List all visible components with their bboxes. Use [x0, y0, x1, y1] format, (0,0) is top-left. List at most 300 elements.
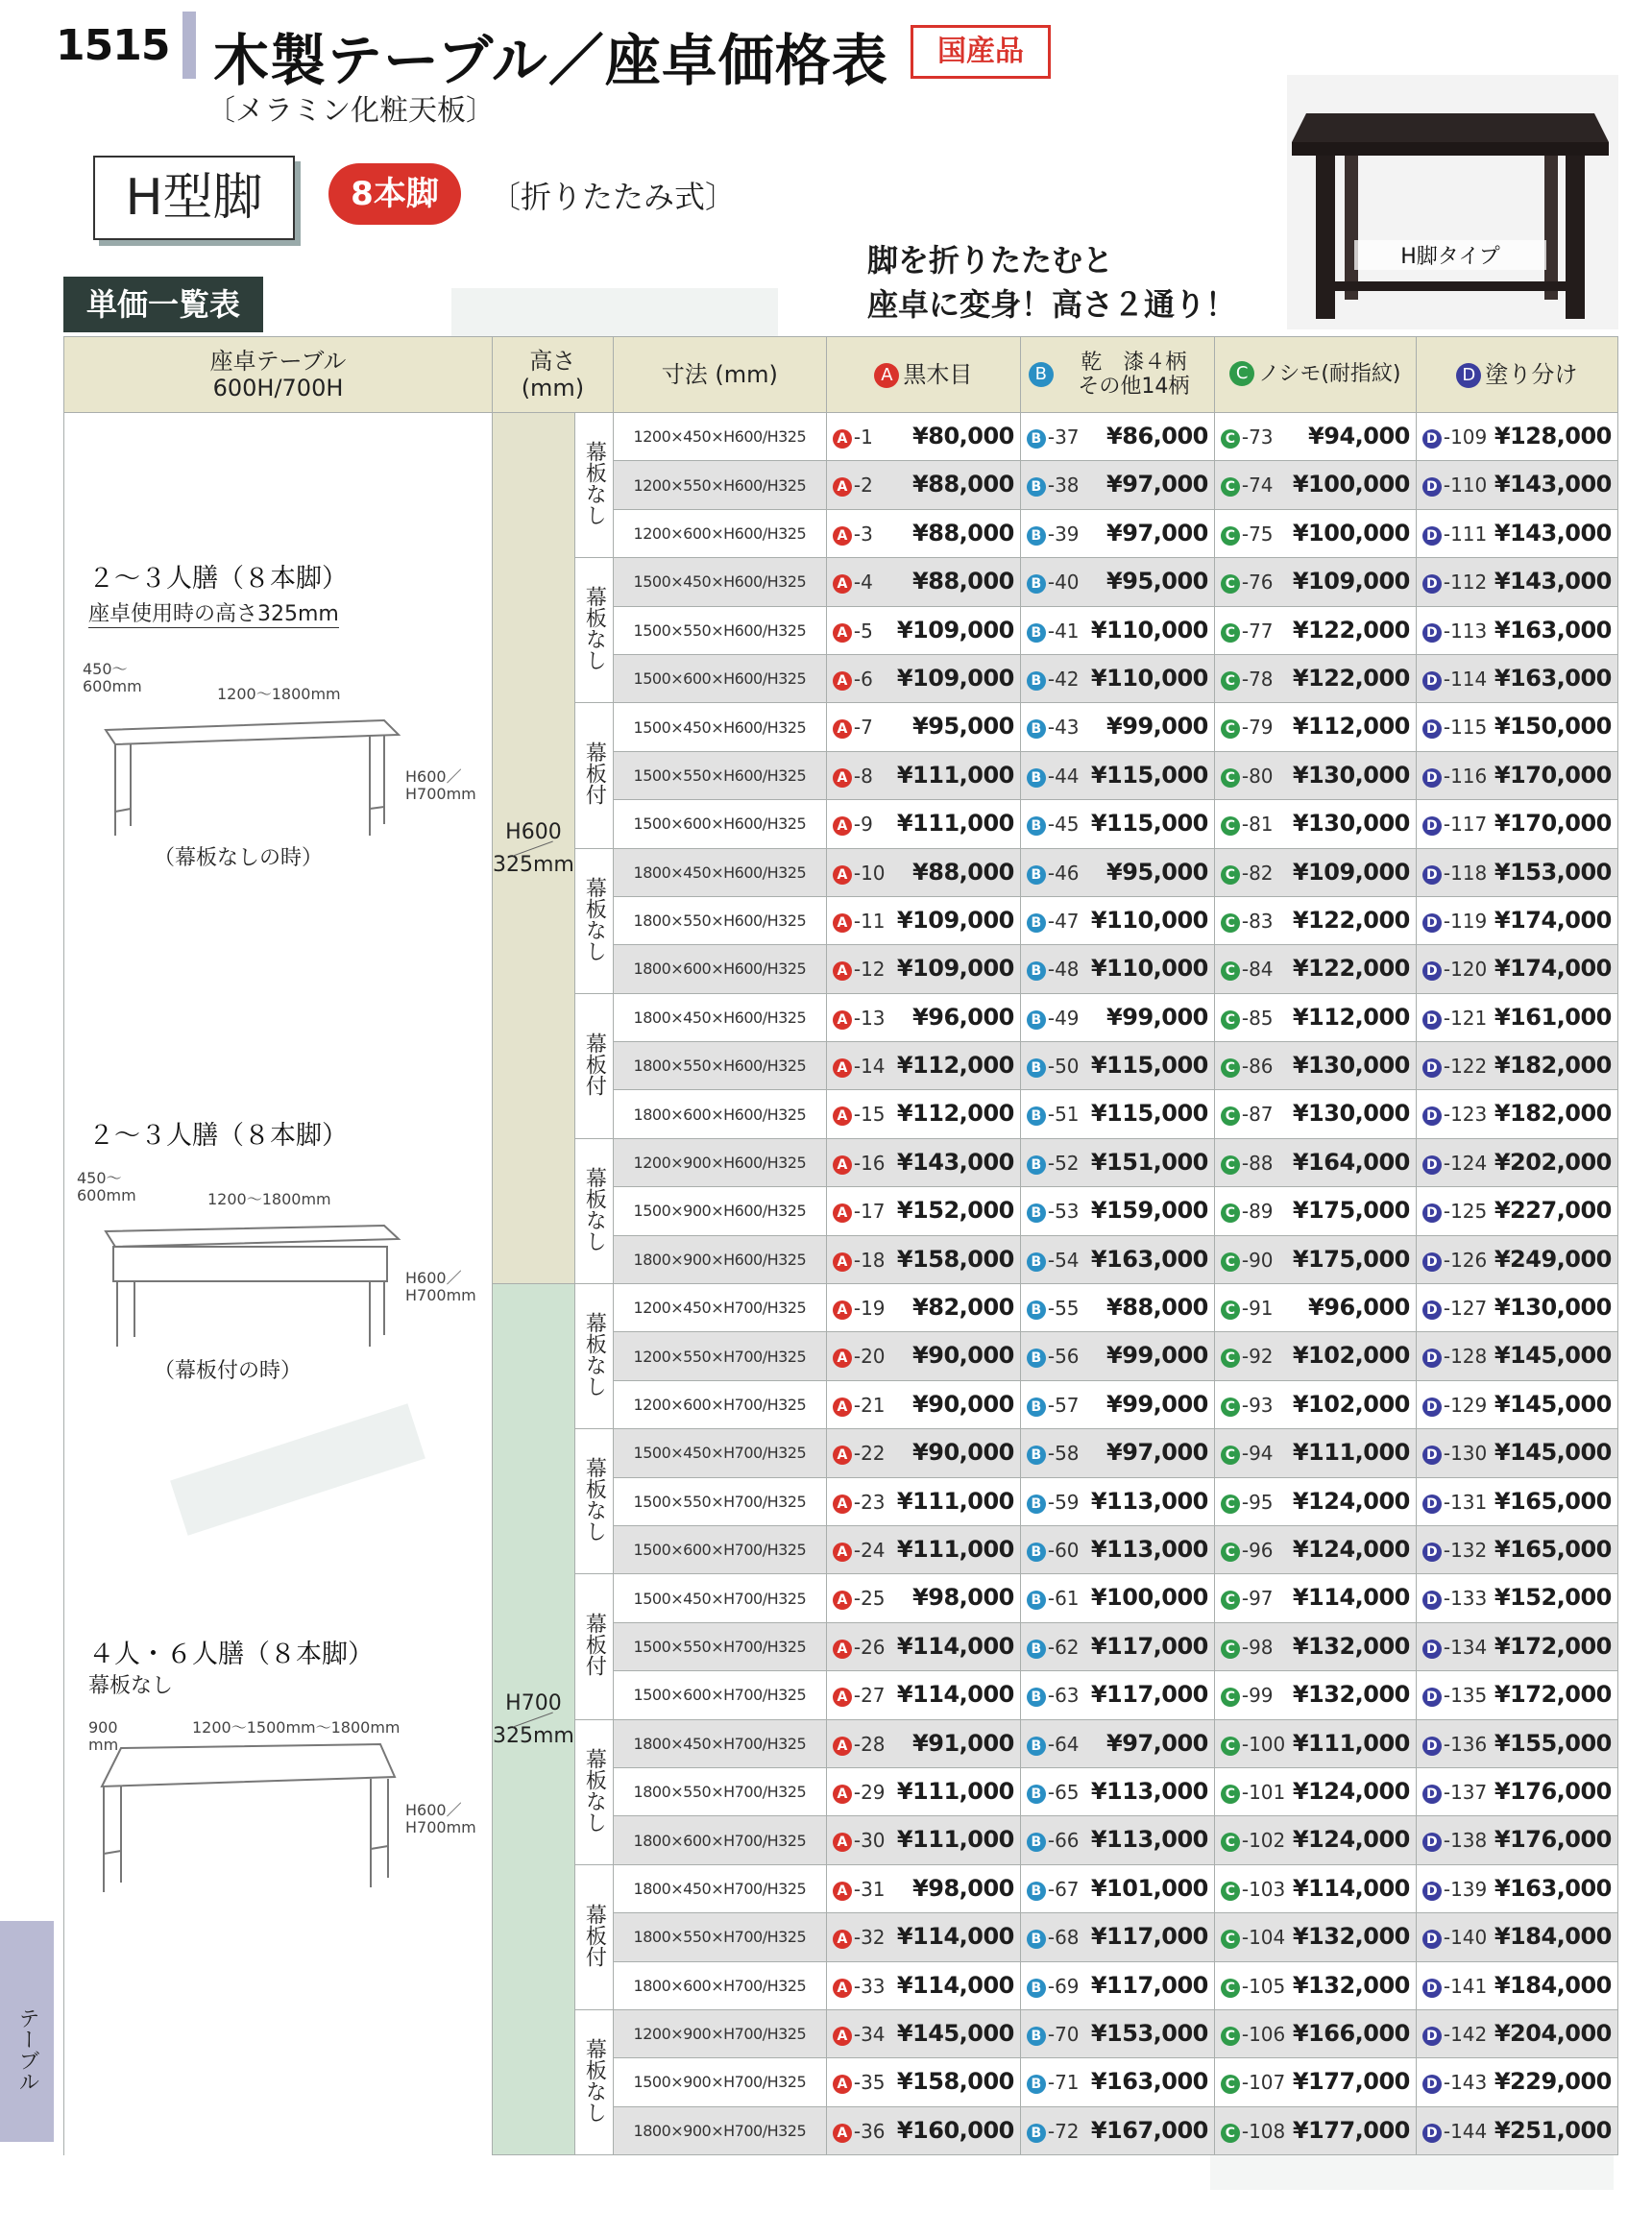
price-value: ¥143,000 — [1494, 471, 1612, 498]
panel-type-cell — [574, 2009, 613, 2154]
price-value: ¥113,000 — [1090, 1777, 1208, 1805]
product-code: D -138 — [1422, 1829, 1487, 1852]
price-value: ¥115,000 — [1090, 810, 1208, 838]
product-code: C -104 — [1221, 1926, 1285, 1949]
description-subtitle: 座卓使用時の高さ325mm — [88, 597, 339, 628]
dimension-text: H600／ — [405, 1801, 462, 1819]
price-cell-b — [1020, 896, 1214, 944]
code-number: 124 — [1450, 1151, 1488, 1175]
price-cell-c — [1214, 1574, 1416, 1622]
code-number: 82 — [1249, 861, 1274, 885]
price-cell-b — [1020, 1622, 1214, 1670]
b-mark-icon: B — [1027, 2027, 1046, 2046]
product-code: D -113 — [1422, 620, 1487, 643]
product-code: A -31 — [833, 1878, 886, 1901]
price-value: ¥182,000 — [1494, 1100, 1612, 1128]
code-number: 35 — [861, 2071, 886, 2095]
product-code: D -142 — [1422, 2023, 1487, 2046]
code-number: 14 — [861, 1055, 886, 1079]
code-number: 53 — [1055, 1200, 1080, 1224]
header-b-label2: その他14柄 — [1078, 375, 1190, 399]
product-code: B -72 — [1027, 2120, 1080, 2143]
price-cell-a — [826, 1235, 1020, 1283]
price-value: ¥111,000 — [896, 1826, 1014, 1854]
price-value: ¥96,000 — [912, 1003, 1014, 1031]
price-cell-b — [1020, 461, 1214, 509]
folding-note: 〔折りたたみ式〕 — [490, 179, 737, 215]
b-mark-icon: B — [1027, 1930, 1046, 1949]
b-mark-icon: B — [1027, 623, 1046, 643]
price-cell-c — [1214, 1816, 1416, 1864]
b-mark-icon: B — [1027, 719, 1046, 739]
c-mark-icon: C — [1221, 1446, 1240, 1465]
product-code: C -80 — [1221, 765, 1274, 788]
product-code: A -32 — [833, 1926, 886, 1949]
d-mark-icon: D — [1422, 1785, 1442, 1804]
product-code: B -53 — [1027, 1200, 1080, 1223]
code-number: 57 — [1055, 1393, 1080, 1417]
product-code: A -19 — [833, 1297, 886, 1320]
code-number: 85 — [1249, 1006, 1274, 1030]
a-mark-icon: A — [833, 1882, 852, 1901]
b-mark-icon: B — [1027, 1349, 1046, 1368]
price-cell-c — [1214, 2058, 1416, 2106]
size-cell: 1800×550×H600/H325 — [613, 1042, 826, 1090]
product-code: B -44 — [1027, 765, 1080, 788]
product-code: A -27 — [833, 1684, 886, 1707]
price-cell-c — [1214, 1332, 1416, 1380]
price-value: ¥99,000 — [1106, 1342, 1208, 1370]
code-number: 30 — [861, 1829, 886, 1853]
height-h700-cell — [493, 1284, 575, 2155]
product-code: C -96 — [1221, 1539, 1274, 1562]
c-mark-icon: C — [1221, 1058, 1240, 1078]
product-code: D -144 — [1422, 2120, 1487, 2143]
price-value: ¥80,000 — [912, 423, 1014, 450]
price-cell-a — [826, 1671, 1020, 1719]
price-value: ¥145,000 — [896, 2019, 1014, 2047]
dimension-text: H700mm — [405, 785, 476, 803]
price-value: ¥88,000 — [912, 519, 1014, 547]
code-number: 119 — [1450, 909, 1488, 933]
dimension-text: 900 — [88, 1718, 118, 1737]
price-value: ¥97,000 — [1106, 1439, 1208, 1467]
product-code: B -47 — [1027, 910, 1080, 933]
price-value: ¥202,000 — [1494, 1148, 1612, 1176]
code-number: 39 — [1055, 522, 1080, 546]
price-value: ¥99,000 — [1106, 1390, 1208, 1418]
product-code: A -6 — [833, 668, 873, 691]
product-code: D -128 — [1422, 1345, 1487, 1368]
slogan-line: 脚を折りたたむと — [867, 242, 1114, 279]
dimension-depth — [83, 661, 142, 695]
price-cell-b — [1020, 1042, 1214, 1090]
product-code: C -75 — [1221, 523, 1274, 546]
product-code: D -132 — [1422, 1539, 1487, 1562]
code-number: 114 — [1450, 667, 1488, 691]
price-value: ¥170,000 — [1494, 810, 1612, 838]
panel-type-label: 幕板なし — [582, 2037, 607, 2123]
code-number: 138 — [1450, 1829, 1488, 1853]
code-number: 43 — [1055, 716, 1080, 740]
price-cell-d — [1416, 993, 1617, 1041]
description-title: ４人・６人膳（８本脚） — [88, 1640, 374, 1669]
c-mark-icon: C — [1221, 1737, 1240, 1756]
code-number: 58 — [1055, 1442, 1080, 1466]
product-code: A -25 — [833, 1587, 886, 1610]
slogan-line: 座卓に変身！高さ２通り！ — [867, 286, 1237, 323]
code-number: 49 — [1055, 1006, 1080, 1030]
c-mark-icon: C — [1221, 1979, 1240, 1998]
d-mark-icon: D — [1422, 2075, 1442, 2094]
b-mark-icon: B — [1027, 1058, 1046, 1078]
d-mark-icon: D — [1422, 1203, 1442, 1223]
product-code: A -1 — [833, 425, 873, 449]
panel-type-label: 幕板なし — [582, 586, 607, 671]
price-cell-b — [1020, 1332, 1214, 1380]
price-cell-d — [1416, 654, 1617, 702]
size-cell: 1500×550×H700/H325 — [613, 1477, 826, 1525]
header-col-d — [1416, 337, 1617, 413]
dimension-text: 450～ — [83, 660, 128, 678]
code-number: 23 — [861, 1490, 886, 1514]
price-value: ¥122,000 — [1292, 664, 1410, 692]
price-value: ¥227,000 — [1494, 1197, 1612, 1225]
b-mark-icon: B — [1027, 1591, 1046, 1610]
b-mark-icon: B — [1027, 1203, 1046, 1223]
a-mark-icon: A — [833, 526, 852, 546]
code-number: 141 — [1450, 1974, 1488, 1998]
c-mark-icon: C — [1221, 429, 1240, 449]
code-number: 5 — [861, 619, 873, 643]
size-cell: 1200×600×H600/H325 — [613, 509, 826, 557]
code-number: 63 — [1055, 1684, 1080, 1708]
price-value: ¥184,000 — [1494, 1971, 1612, 1999]
product-code: A -13 — [833, 1007, 886, 1030]
product-code: C -78 — [1221, 668, 1274, 691]
a-mark-icon: A — [833, 1300, 852, 1320]
product-code: C -74 — [1221, 474, 1274, 497]
product-code: D -119 — [1422, 910, 1487, 933]
price-value: ¥88,000 — [912, 858, 1014, 886]
code-number: 88 — [1249, 1151, 1274, 1175]
product-code: D -120 — [1422, 958, 1487, 981]
price-cell-c — [1214, 1671, 1416, 1719]
code-number: 34 — [861, 2022, 886, 2046]
product-code: A -22 — [833, 1442, 886, 1465]
panel-type-cell — [574, 1284, 613, 1429]
c-mark-icon: C — [1221, 1882, 1240, 1901]
c-mark-icon: C — [1221, 671, 1240, 691]
price-value: ¥102,000 — [1292, 1342, 1410, 1370]
product-code: B -39 — [1027, 523, 1080, 546]
a-mark-icon: A — [833, 574, 852, 594]
d-mark-icon: D — [1422, 1640, 1442, 1659]
d-mark-icon: D — [1422, 1398, 1442, 1417]
a-mark-icon: A — [833, 1737, 852, 1756]
code-number: 133 — [1450, 1587, 1488, 1611]
price-cell-c — [1214, 1719, 1416, 1767]
product-code: B -54 — [1027, 1249, 1080, 1272]
code-number: 128 — [1450, 1345, 1488, 1369]
price-cell-c — [1214, 606, 1416, 654]
c-mark-icon: C — [1221, 961, 1240, 981]
b-mark-icon: B — [1027, 1640, 1046, 1659]
price-cell-c — [1214, 1525, 1416, 1573]
price-cell-b — [1020, 703, 1214, 751]
price-cell-a — [826, 1574, 1020, 1622]
price-cell-c — [1214, 896, 1416, 944]
price-value: ¥172,000 — [1494, 1632, 1612, 1660]
price-cell-b — [1020, 654, 1214, 702]
product-code: A -14 — [833, 1055, 886, 1078]
product-code: B -46 — [1027, 862, 1080, 885]
c-mark-icon: C — [1221, 1640, 1240, 1659]
code-number: 56 — [1055, 1345, 1080, 1369]
price-value: ¥111,000 — [896, 1777, 1014, 1805]
price-value: ¥111,000 — [896, 810, 1014, 838]
panel-type-label: 幕板付 — [582, 741, 607, 806]
price-cell-d — [1416, 800, 1617, 848]
price-value: ¥90,000 — [912, 1439, 1014, 1467]
price-cell-c — [1214, 1235, 1416, 1283]
code-number: 121 — [1450, 1006, 1488, 1030]
price-cell-a — [826, 1864, 1020, 1912]
price-value: ¥145,000 — [1494, 1390, 1612, 1418]
product-code: B -62 — [1027, 1636, 1080, 1659]
price-value: ¥159,000 — [1090, 1197, 1208, 1225]
size-cell: 1500×900×H700/H325 — [613, 2058, 826, 2106]
c-mark-icon: C — [1221, 1930, 1240, 1949]
code-number: 11 — [861, 909, 886, 933]
price-value: ¥100,000 — [1292, 471, 1410, 498]
product-code: A -35 — [833, 2071, 886, 2094]
price-value: ¥177,000 — [1292, 2068, 1410, 2096]
price-cell-d — [1416, 1961, 1617, 2009]
price-cell-d — [1416, 1622, 1617, 1670]
price-value: ¥124,000 — [1292, 1535, 1410, 1563]
dimension-height — [405, 1270, 476, 1304]
code-number: 142 — [1450, 2022, 1488, 2046]
price-value: ¥109,000 — [896, 906, 1014, 934]
product-code: A -26 — [833, 1636, 886, 1659]
price-cell-b — [1020, 2058, 1214, 2106]
price-cell-a — [826, 1429, 1020, 1477]
header-col-c — [1214, 337, 1416, 413]
code-number: 10 — [861, 861, 886, 885]
product-code: B -56 — [1027, 1345, 1080, 1368]
price-value: ¥158,000 — [896, 2068, 1014, 2096]
price-cell-a — [826, 2009, 1020, 2057]
size-cell: 1200×900×H700/H325 — [613, 2009, 826, 2057]
size-cell: 1500×600×H600/H325 — [613, 654, 826, 702]
price-value: ¥165,000 — [1494, 1535, 1612, 1563]
price-cell-c — [1214, 1429, 1416, 1477]
price-value: ¥172,000 — [1494, 1681, 1612, 1709]
c-mark-icon: C — [1221, 1543, 1240, 1562]
price-cell-c — [1214, 945, 1416, 993]
price-value: ¥164,000 — [1292, 1148, 1410, 1176]
c-mark-icon: C — [1221, 719, 1240, 739]
d-mark-icon: D — [1422, 1155, 1442, 1175]
panel-type-label: 幕板なし — [582, 1457, 607, 1543]
code-number: 86 — [1249, 1055, 1274, 1079]
product-code: A -29 — [833, 1781, 886, 1804]
page-title: 木製テーブル／座卓価格表 — [213, 28, 888, 93]
a-mark-icon: A — [833, 1252, 852, 1272]
b-mark-icon: B — [1027, 477, 1046, 497]
a-mark-icon: A — [833, 1398, 852, 1417]
product-code: D -143 — [1422, 2071, 1487, 2094]
page-subtitle: 〔メラミン化粧天板〕 — [206, 94, 495, 128]
code-number: 84 — [1249, 958, 1274, 982]
b-mark-icon: B — [1027, 961, 1046, 981]
dimension-depth — [77, 1170, 136, 1204]
size-cell: 1500×550×H600/H325 — [613, 606, 826, 654]
diagram-note: （幕板なしの時） — [154, 846, 324, 870]
product-code: C -95 — [1221, 1491, 1274, 1514]
size-cell: 1500×600×H700/H325 — [613, 1671, 826, 1719]
b-mark-icon: B — [1027, 1833, 1046, 1852]
d-mark-icon: D — [1422, 1930, 1442, 1949]
price-cell-b — [1020, 1477, 1214, 1525]
header-col-b — [1020, 337, 1214, 413]
panel-type-cell — [574, 558, 613, 703]
price-value: ¥163,000 — [1494, 664, 1612, 692]
size-cell: 1500×550×H700/H325 — [613, 1622, 826, 1670]
price-value: ¥98,000 — [912, 1874, 1014, 1902]
price-value: ¥109,000 — [896, 955, 1014, 983]
code-number: 139 — [1450, 1877, 1488, 1901]
price-cell-c — [1214, 1913, 1416, 1961]
code-number: 66 — [1055, 1829, 1080, 1853]
size-cell: 1800×600×H700/H325 — [613, 1816, 826, 1864]
b-mark-icon: B — [1027, 1155, 1046, 1175]
size-cell: 1500×600×H700/H325 — [613, 1525, 826, 1573]
c-mark-icon: C — [1221, 1833, 1240, 1852]
code-number: 134 — [1450, 1635, 1488, 1659]
code-number: 60 — [1055, 1538, 1080, 1562]
product-code: D -127 — [1422, 1297, 1487, 1320]
price-value: ¥115,000 — [1090, 1052, 1208, 1080]
price-cell-d — [1416, 1477, 1617, 1525]
panel-type-label: 幕板なし — [582, 1166, 607, 1252]
code-number: 24 — [861, 1538, 886, 1562]
legs-count-badge: 8本脚 — [328, 163, 461, 225]
code-number: 37 — [1055, 425, 1080, 449]
code-number: 95 — [1249, 1490, 1274, 1514]
c-mark-icon: C — [1221, 2075, 1240, 2094]
code-number: 76 — [1249, 571, 1274, 595]
code-number: 130 — [1450, 1442, 1488, 1466]
domestic-product-badge: 国産品 — [911, 25, 1051, 79]
page-number: 1515 — [56, 21, 170, 70]
price-value: ¥114,000 — [1292, 1584, 1410, 1612]
code-number: 92 — [1249, 1345, 1274, 1369]
code-number: 101 — [1249, 1780, 1286, 1804]
a-mark-icon: A — [833, 1979, 852, 1998]
product-code: D -134 — [1422, 1636, 1487, 1659]
product-code: B -70 — [1027, 2023, 1080, 2046]
table-diagram-1 — [96, 701, 403, 845]
price-cell-d — [1416, 1864, 1617, 1912]
a-mark-icon: A — [833, 865, 852, 885]
price-cell-c — [1214, 509, 1416, 557]
product-code: B -58 — [1027, 1442, 1080, 1465]
price-value: ¥95,000 — [1106, 858, 1208, 886]
code-number: 48 — [1055, 958, 1080, 982]
price-cell-a — [826, 509, 1020, 557]
price-cell-a — [826, 896, 1020, 944]
product-code: C -91 — [1221, 1297, 1274, 1320]
price-cell-c — [1214, 1284, 1416, 1332]
dimension-text: 450～ — [77, 1169, 122, 1187]
price-cell-a — [826, 848, 1020, 896]
price-value: ¥99,000 — [1106, 1003, 1208, 1031]
a-mark-icon: A — [833, 1058, 852, 1078]
product-code: B -63 — [1027, 1684, 1080, 1707]
a-mark-icon: A — [833, 1833, 852, 1852]
price-value: ¥102,000 — [1292, 1390, 1410, 1418]
product-code: D -131 — [1422, 1491, 1487, 1514]
d-mark-icon: D — [1422, 1495, 1442, 1514]
price-cell-c — [1214, 751, 1416, 799]
price-value: ¥110,000 — [1090, 616, 1208, 644]
price-cell-d — [1416, 1380, 1617, 1428]
code-number: 21 — [861, 1393, 886, 1417]
product-code: A -10 — [833, 862, 886, 885]
size-cell: 1200×600×H700/H325 — [613, 1380, 826, 1428]
code-number: 137 — [1450, 1780, 1488, 1804]
b-mark-icon: B — [1027, 1252, 1046, 1272]
product-code: D -129 — [1422, 1394, 1487, 1417]
price-cell-d — [1416, 509, 1617, 557]
code-number: 117 — [1450, 813, 1488, 837]
product-code: D -125 — [1422, 1200, 1487, 1223]
price-cell-c — [1214, 1042, 1416, 1090]
price-value: ¥160,000 — [896, 2116, 1014, 2144]
d-mark-icon: D — [1422, 1106, 1442, 1126]
price-cell-c — [1214, 1187, 1416, 1235]
price-value: ¥114,000 — [896, 1971, 1014, 1999]
header-height-line: (mm) — [521, 375, 585, 401]
price-value: ¥130,000 — [1292, 1100, 1410, 1128]
code-number: 110 — [1450, 474, 1488, 498]
price-cell-d — [1416, 703, 1617, 751]
code-number: 19 — [861, 1297, 886, 1321]
dimension-text: 600mm — [77, 1186, 136, 1204]
price-value: ¥151,000 — [1090, 1148, 1208, 1176]
c-mark-icon: C — [1221, 1495, 1240, 1514]
code-number: 123 — [1450, 1103, 1488, 1127]
a-mark-icon: A — [833, 623, 852, 643]
price-value: ¥115,000 — [1090, 761, 1208, 789]
product-code: C -82 — [1221, 862, 1274, 885]
size-cell: 1500×550×H600/H325 — [613, 751, 826, 799]
panel-type-label: 幕板付 — [582, 1613, 607, 1677]
code-number: 65 — [1055, 1780, 1080, 1804]
price-value: ¥112,000 — [1292, 1003, 1410, 1031]
price-value: ¥91,000 — [912, 1729, 1014, 1757]
d-mark-icon: D — [1422, 429, 1442, 449]
table-row — [64, 413, 1618, 461]
header-col-model — [64, 337, 493, 413]
height-label: 325mm — [493, 1723, 574, 1748]
height-label: H600 — [505, 819, 562, 844]
d-mark-icon: D — [1422, 1591, 1442, 1610]
price-cell-a — [826, 703, 1020, 751]
product-code: C -76 — [1221, 571, 1274, 594]
